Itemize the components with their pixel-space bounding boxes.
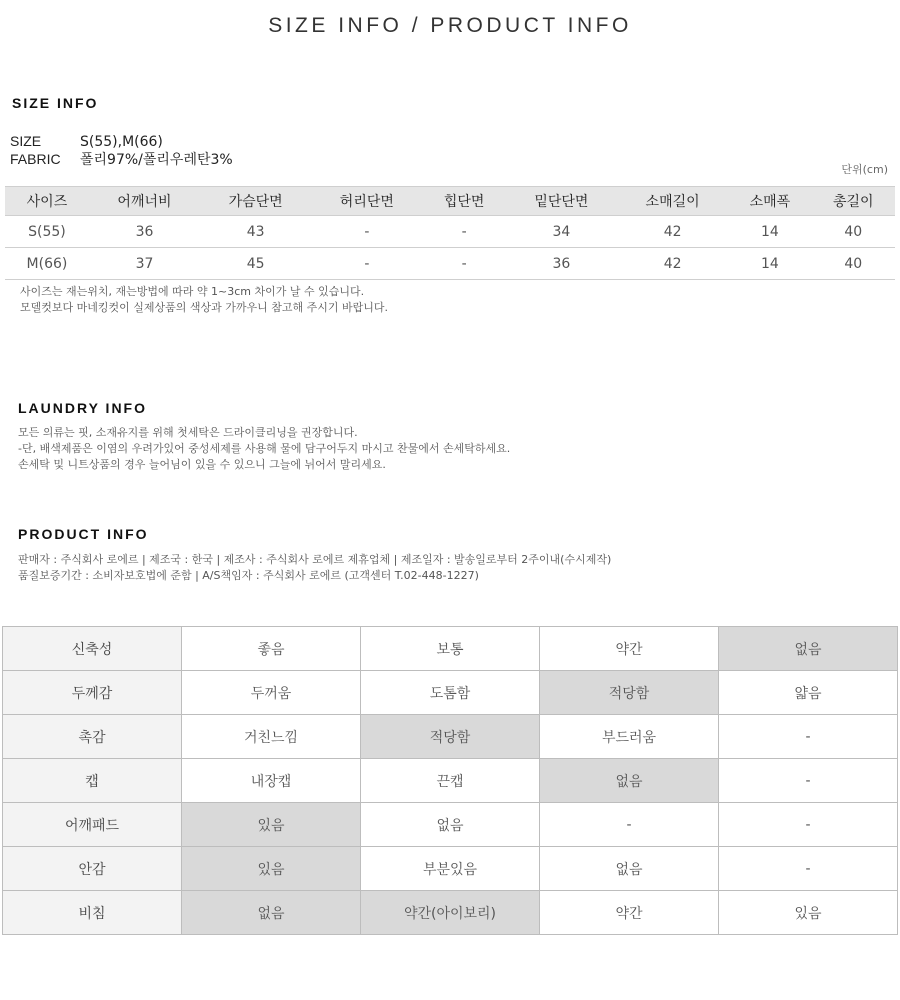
attribute-option: 얇음: [719, 671, 898, 715]
attribute-row: [3, 803, 898, 847]
laundry-info-heading: LAUNDRY INFO: [18, 400, 147, 416]
attribute-option-selected: 없음: [540, 759, 719, 803]
attribute-option: 두꺼움: [182, 671, 361, 715]
size-table: [5, 186, 895, 280]
attribute-option-selected: 약간(아이보리): [361, 891, 540, 935]
fabric-value: 폴리97%/폴리우레탄3%: [80, 152, 233, 168]
attribute-option-selected: 없음: [182, 891, 361, 935]
table-cell: 40: [812, 248, 895, 280]
table-cell: 42: [617, 216, 728, 248]
attribute-option: 있음: [719, 891, 898, 935]
size-table-header: 힙단면: [422, 187, 505, 216]
attribute-option-selected: 있음: [182, 803, 361, 847]
table-cell: 36: [89, 216, 200, 248]
size-note: 모델컷보다 마네킹컷이 실제상품의 색상과 가까우니 참고해 주시기 바랍니다.: [20, 301, 389, 314]
product-note: 판매자 : 주식회사 로에르 | 제조국 : 한국 | 제조사 : 주식회사 로에르 제휴업체 | 제조일자 : 발송일로부터 2주이내(수시제작): [18, 553, 612, 566]
size-table-header: 밑단단면: [506, 187, 617, 216]
attribute-option: -: [719, 847, 898, 891]
attribute-label: 안감: [3, 847, 182, 891]
fabric-label: FABRIC: [10, 151, 61, 167]
table-cell: 36: [506, 248, 617, 280]
attribute-label: 어깨패드: [3, 803, 182, 847]
attribute-option: 도톰함: [361, 671, 540, 715]
table-cell: -: [422, 248, 505, 280]
table-cell: S(55): [5, 216, 89, 248]
attribute-option-selected: 있음: [182, 847, 361, 891]
table-cell: 34: [506, 216, 617, 248]
table-cell: 37: [89, 248, 200, 280]
attribute-row: [3, 759, 898, 803]
attribute-option: -: [719, 803, 898, 847]
laundry-note: 모든 의류는 핏, 소재유지를 위해 첫세탁은 드라이클리닝을 권장합니다.: [18, 426, 358, 439]
attribute-option: -: [719, 759, 898, 803]
size-notes: [20, 284, 388, 316]
attribute-row: [3, 715, 898, 759]
attribute-option-selected: 적당함: [361, 715, 540, 759]
attribute-label: 신축성: [3, 627, 182, 671]
attribute-option: 약간: [540, 627, 719, 671]
attribute-row: [3, 847, 898, 891]
size-label: SIZE: [10, 133, 42, 149]
table-cell: 14: [728, 248, 811, 280]
attribute-row: [3, 671, 898, 715]
attribute-label: 두께감: [3, 671, 182, 715]
page-title: SIZE INFO / PRODUCT INFO: [268, 14, 632, 37]
product-info-heading: PRODUCT INFO: [18, 526, 149, 542]
size-table-header: 사이즈: [5, 187, 89, 216]
table-cell: 40: [812, 216, 895, 248]
size-table-header: 총길이: [812, 187, 895, 216]
attribute-option: -: [719, 715, 898, 759]
table-cell: -: [311, 248, 422, 280]
attribute-option: 부드러움: [540, 715, 719, 759]
size-table-header: 소매폭: [728, 187, 811, 216]
fabric-spec-row: [10, 149, 233, 169]
attribute-label: 촉감: [3, 715, 182, 759]
attribute-option: 없음: [361, 803, 540, 847]
laundry-note: -단, 배색제품은 이염의 우려가있어 중성세제를 사용해 물에 담구어두지 마시고 찬물에서 손세탁하세요.: [18, 442, 511, 455]
unit-note: 단위(cm): [841, 163, 888, 176]
attribute-option: 없음: [540, 847, 719, 891]
size-table-header: 소매길이: [617, 187, 728, 216]
attribute-row: [3, 891, 898, 935]
attribute-option: 내장캡: [182, 759, 361, 803]
size-value: S(55),M(66): [80, 134, 163, 150]
size-spec-row: [10, 133, 163, 150]
size-table-header: 허리단면: [311, 187, 422, 216]
attribute-option: 보통: [361, 627, 540, 671]
size-note: 사이즈는 재는위치, 재는방법에 따라 약 1~3cm 차이가 날 수 있습니다.: [20, 285, 365, 298]
attribute-option: -: [540, 803, 719, 847]
size-table-header-row: [5, 187, 895, 216]
table-cell: 45: [200, 248, 311, 280]
attribute-option: 거친느낌: [182, 715, 361, 759]
attribute-option: 끈캡: [361, 759, 540, 803]
product-note: 품질보증기간 : 소비자보호법에 준함 | A/S책임자 : 주식회사 로에르 (고객센터 T.02-448-1227): [18, 569, 479, 582]
attribute-option: 부분있음: [361, 847, 540, 891]
laundry-note: 손세탁 및 니트상품의 경우 늘어님이 있을 수 있으니 그늘에 뉘어서 말리세요.: [18, 458, 386, 471]
attribute-label: 비침: [3, 891, 182, 935]
table-row: [5, 216, 895, 248]
size-info-heading: SIZE INFO: [12, 95, 99, 111]
table-cell: 42: [617, 248, 728, 280]
attribute-option: 약간: [540, 891, 719, 935]
product-notes: [18, 552, 611, 584]
table-row: [5, 248, 895, 280]
attribute-table: [2, 626, 898, 935]
size-table-header: 가슴단면: [200, 187, 311, 216]
attribute-row: [3, 627, 898, 671]
size-table-header: 어깨너비: [89, 187, 200, 216]
table-cell: -: [422, 216, 505, 248]
attribute-label: 캡: [3, 759, 182, 803]
table-cell: -: [311, 216, 422, 248]
attribute-option: 좋음: [182, 627, 361, 671]
table-cell: 43: [200, 216, 311, 248]
laundry-notes: [18, 425, 510, 473]
table-cell: M(66): [5, 248, 89, 280]
table-cell: 14: [728, 216, 811, 248]
attribute-option-selected: 없음: [719, 627, 898, 671]
attribute-option-selected: 적당함: [540, 671, 719, 715]
